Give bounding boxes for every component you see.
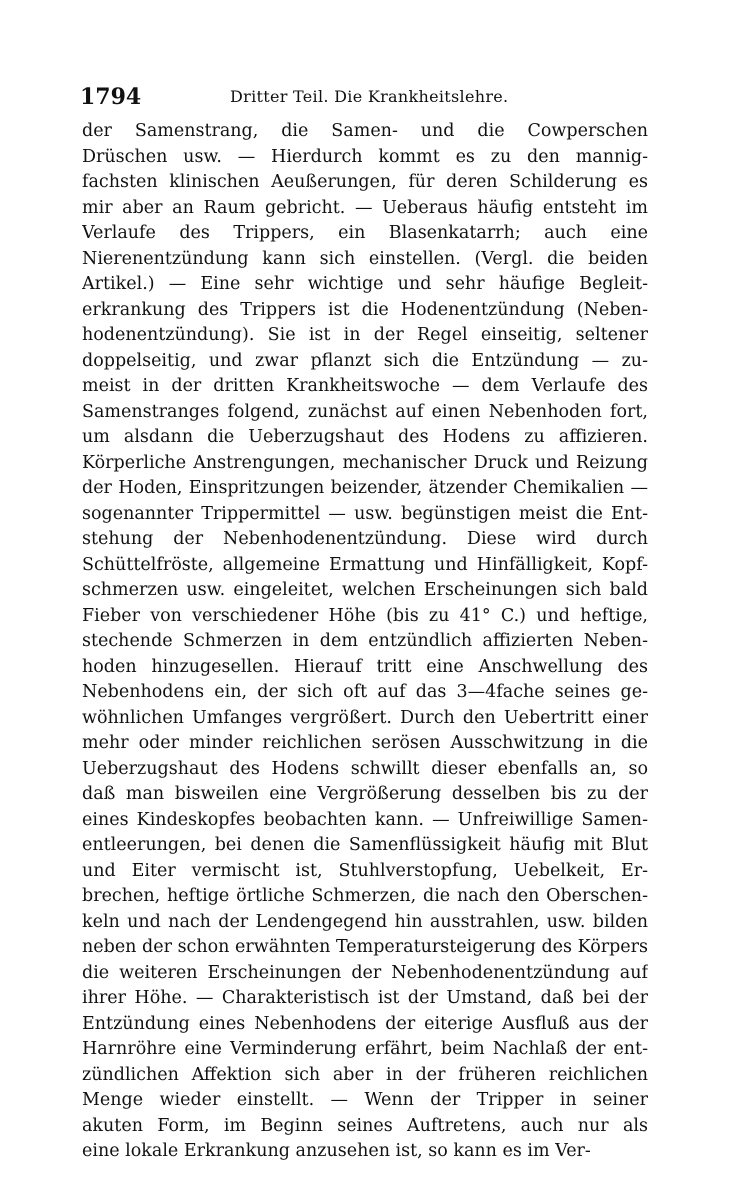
text-line: meist in der dritten Krankheitswoche — dem Verlaufe des	[82, 376, 648, 396]
text-line: die weiteren Erscheinungen der Nebenhodenentzündung auf	[82, 962, 648, 983]
text-line: eine lokale Erkrankung anzusehen ist, so kann es im Ver-	[82, 1141, 591, 1161]
text-line: Nierenentzündung kann sich einstellen. (Vergl. die beiden	[82, 248, 648, 269]
text-line: ihrer Höhe. — Charakteristisch ist der Umstand, daß bei der	[82, 988, 648, 1008]
text-line: daß man bisweilen eine Vergrößerung desselben bis zu der	[82, 784, 648, 804]
text-line: sogenannter Trippermittel — usw. begünstigen meist die Ent-	[82, 503, 648, 524]
text-line: wöhnlichen Umfanges vergrößert. Durch den Uebertritt einer	[82, 707, 648, 728]
text-line: um alsdann die Ueberzugshaut des Hodens zu affizieren.	[82, 427, 648, 447]
page-number: 1794	[80, 84, 142, 110]
text-line: stechende Schmerzen in dem entzündlich affizierten Neben-	[82, 631, 648, 651]
text-line: Ueberzugshaut des Hodens schwillt dieser ebenfalls an, so	[82, 758, 648, 779]
text-line: keln und nach der Lendengegend hin ausstrahlen, usw. bilden	[82, 911, 648, 932]
text-line: brechen, heftige örtliche Schmerzen, die nach den Oberschen-	[82, 886, 648, 906]
text-line: doppelseitig, und zwar pflanzt sich die Entzündung — zu-	[82, 350, 648, 371]
text-line: Schüttelfröste, allgemeine Ermattung und Hinfälligkeit, Kopf-	[82, 554, 648, 575]
text-line: Samenstranges folgend, zunächst auf einen Nebenhoden fort,	[82, 401, 648, 422]
text-line: der Samenstrang, die Samen- und die Cowperschen	[82, 121, 648, 141]
text-line: Fieber von verschiedener Höhe (bis zu 41° C.) und heftige,	[82, 605, 648, 626]
text-line: Nebenhodens ein, der sich oft auf das 3—4fache seines ge-	[82, 682, 648, 702]
text-line: Drüschen usw. — Hierdurch kommt es zu den mannig-	[82, 146, 648, 167]
text-line: fachsten klinischen Aeußerungen, für deren Schilderung es	[82, 172, 648, 192]
text-line: stehung der Nebenhodenentzündung. Diese wird durch	[82, 529, 648, 549]
text-line: und Eiter vermischt ist, Stuhlverstopfung, Uebelkeit, Er-	[82, 860, 648, 881]
text-line: entleerungen, bei denen die Samenflüssigkeit häufig mit Blut	[82, 835, 648, 855]
text-line: der Hoden, Einspritzungen beizender, ätzender Chemikalien —	[82, 478, 648, 498]
text-line: Menge wieder einstellt. — Wenn der Tripper in seiner	[82, 1090, 648, 1110]
text-line: eines Kindeskopfes beobachten kann. — Unfreiwillige Samen-	[82, 809, 648, 830]
text-line: schmerzen usw. eingeleitet, welchen Erscheinungen sich bald	[82, 580, 648, 600]
text-line: Verlaufe des Trippers, ein Blasenkatarrh; auch eine	[82, 223, 648, 243]
text-line: akuten Form, im Beginn seines Auftretens, auch nur als	[82, 1115, 648, 1136]
text-line: zündlichen Affektion sich aber in der früheren reichlichen	[82, 1064, 648, 1085]
body-text	[82, 119, 648, 1165]
text-line: mehr oder minder reichlichen serösen Ausschwitzung in die	[82, 733, 648, 753]
page-header	[80, 80, 650, 114]
text-line: Harnröhre eine Verminderung erfährt, beim Nachlaß der ent-	[82, 1039, 648, 1059]
text-line: hoden hinzugesellen. Hierauf tritt eine Anschwellung des	[82, 656, 648, 677]
text-line: erkrankung des Trippers ist die Hodenentzündung (Neben-	[82, 299, 648, 320]
text-line: neben der schon erwähnten Temperatursteigerung des Körpers	[82, 937, 648, 957]
text-line: Artikel.) — Eine sehr wichtige und sehr häufige Begleit-	[82, 274, 648, 294]
text-line: mir aber an Raum gebricht. — Ueberaus häufig entsteht im	[82, 197, 648, 218]
text-line: Körperliche Anstrengungen, mechanischer Druck und Reizung	[82, 452, 648, 473]
running-head: Dritter Teil. Die Krankheitslehre.	[230, 87, 509, 106]
text-line: Entzündung eines Nebenhodens der eiterige Ausfluß aus der	[82, 1013, 648, 1034]
text-line: hodenentzündung). Sie ist in der Regel einseitig, seltener	[82, 325, 648, 345]
